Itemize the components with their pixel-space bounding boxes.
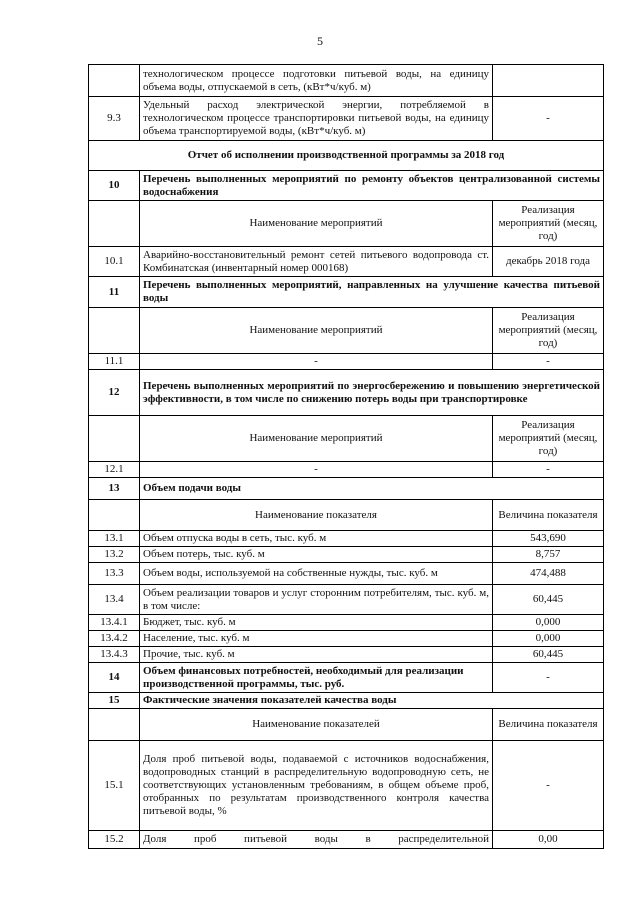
column-header-row (89, 416, 604, 462)
row-number: 13.4.2 (89, 631, 140, 647)
indicator-value (493, 65, 604, 97)
column-header-value: Реализация мероприятий (месяц, год) (493, 201, 604, 247)
section-row (89, 478, 604, 500)
column-header-row (89, 709, 604, 741)
column-header-name: Наименование мероприятий (140, 416, 493, 462)
column-header-row (89, 500, 604, 531)
column-header-value: Реализация мероприятий (месяц, год) (493, 416, 604, 462)
indicator-value: - (493, 97, 604, 141)
table-row (89, 97, 604, 141)
table-row (89, 647, 604, 663)
header-blank (89, 201, 140, 247)
indicator-name: Бюджет, тыс. куб. м (140, 615, 493, 631)
header-blank (89, 709, 140, 741)
report-title: Отчет об исполнении производственной программы за 2018 год (89, 141, 604, 171)
section-row (89, 277, 604, 308)
column-header-row (89, 201, 604, 247)
activity-name: Аварийно-восстановительный ремонт сетей питьевого водопровода ст. Комбинатская (инвентарный номер 000168) (140, 247, 493, 277)
activity-name: - (140, 354, 493, 370)
indicator-name: Доля проб питьевой воды в распределительной (140, 831, 493, 849)
row-number: 13.3 (89, 563, 140, 585)
table-row (89, 547, 604, 563)
row-number: 15.2 (89, 831, 140, 849)
indicator-name: Объем воды, используемой на собственные нужды, тыс. куб. м (140, 563, 493, 585)
indicator-name: Доля проб питьевой воды, подаваемой с источников водоснабжения, водопроводных станций в распределительную водопроводную сеть, не соответствующих установленным требованиям, в общем объеме проб, отобранных по результатам производственного контроля качества питьевой воды, % (140, 741, 493, 831)
table-row (89, 631, 604, 647)
column-header-value: Величина показателя (493, 500, 604, 531)
column-header-value: Реализация мероприятий (месяц, год) (493, 308, 604, 354)
table-row (89, 563, 604, 585)
table-row (89, 247, 604, 277)
column-header-name: Наименование показателя (140, 500, 493, 531)
activity-date: - (493, 462, 604, 478)
page-number: 5 (317, 34, 323, 48)
indicator-name: Объем отпуска воды в сеть, тыс. куб. м (140, 531, 493, 547)
row-number: 15.1 (89, 741, 140, 831)
indicator-name: Объем реализации товаров и услуг сторонним потребителям, тыс. куб. м, в том числе: (140, 585, 493, 615)
row-number: 13.4 (89, 585, 140, 615)
table-row (89, 585, 604, 615)
activity-date: декабрь 2018 года (493, 247, 604, 277)
row-number: 13.2 (89, 547, 140, 563)
table-row (89, 354, 604, 370)
column-header-value: Величина показателя (493, 709, 604, 741)
column-header-name: Наименование мероприятий (140, 201, 493, 247)
indicator-value: - (493, 741, 604, 831)
header-blank (89, 308, 140, 354)
table-row (89, 831, 604, 849)
indicator-name: Объем потерь, тыс. куб. м (140, 547, 493, 563)
section-number: 14 (89, 663, 140, 693)
section-number: 15 (89, 693, 140, 709)
indicator-name: технологическом процессе подготовки питьевой воды, на единицу объема воды, отпускаемой в сеть, (кВт*ч/куб. м) (140, 65, 493, 97)
indicator-value: 0,000 (493, 615, 604, 631)
report-title-row (89, 141, 604, 171)
section-title: Фактические значения показателей качества воды (140, 693, 604, 709)
section-title: Перечень выполненных мероприятий по энергосбережению и повышению энергетической эффективности, в том числе по снижению потерь воды при транспортировке (140, 370, 604, 416)
column-header-row (89, 308, 604, 354)
table-row (89, 615, 604, 631)
section-number: 11 (89, 277, 140, 308)
section-number: 12 (89, 370, 140, 416)
row-number: 13.4.3 (89, 647, 140, 663)
indicator-name: Прочие, тыс. куб. м (140, 647, 493, 663)
section-number: 10 (89, 171, 140, 201)
section-title: Объем подачи воды (140, 478, 604, 500)
column-header-name: Наименование показателей (140, 709, 493, 741)
section-row (89, 370, 604, 416)
indicator-value: 474,488 (493, 563, 604, 585)
indicator-value: 543,690 (493, 531, 604, 547)
row-number: 9.3 (89, 97, 140, 141)
section-row (89, 171, 604, 201)
column-header-name: Наименование мероприятий (140, 308, 493, 354)
section-title: Перечень выполненных мероприятий, направленных на улучшение качества питьевой воды (140, 277, 604, 308)
activity-name: - (140, 462, 493, 478)
row-number: 10.1 (89, 247, 140, 277)
section-title: Перечень выполненных мероприятий по ремонту объектов централизованной системы водоснабжения (140, 171, 604, 201)
table-row (89, 65, 604, 97)
header-blank (89, 416, 140, 462)
row-number: 13.1 (89, 531, 140, 547)
table-row (89, 462, 604, 478)
indicator-value: 60,445 (493, 585, 604, 615)
indicator-value: 0,00 (493, 831, 604, 849)
indicator-name: Население, тыс. куб. м (140, 631, 493, 647)
section-value: - (493, 663, 604, 693)
indicator-value: 60,445 (493, 647, 604, 663)
section-row (89, 693, 604, 709)
indicator-value: 8,757 (493, 547, 604, 563)
row-number: 13.4.1 (89, 615, 140, 631)
section-row (89, 663, 604, 693)
indicator-value: 0,000 (493, 631, 604, 647)
table-row (89, 531, 604, 547)
section-number: 13 (89, 478, 140, 500)
row-number (89, 65, 140, 97)
table-row (89, 741, 604, 831)
row-number: 12.1 (89, 462, 140, 478)
header-blank (89, 500, 140, 531)
section-title: Объем финансовых потребностей, необходимый для реализации производственной программы, тыс. руб. (140, 663, 493, 693)
production-program-table (88, 64, 604, 849)
indicator-name: Удельный расход электрической энергии, потребляемой в технологическом процессе транспортировки питьевой воды, на единицу объема транспортируемой воды, (кВт*ч/куб. м) (140, 97, 493, 141)
activity-date: - (493, 354, 604, 370)
row-number: 11.1 (89, 354, 140, 370)
